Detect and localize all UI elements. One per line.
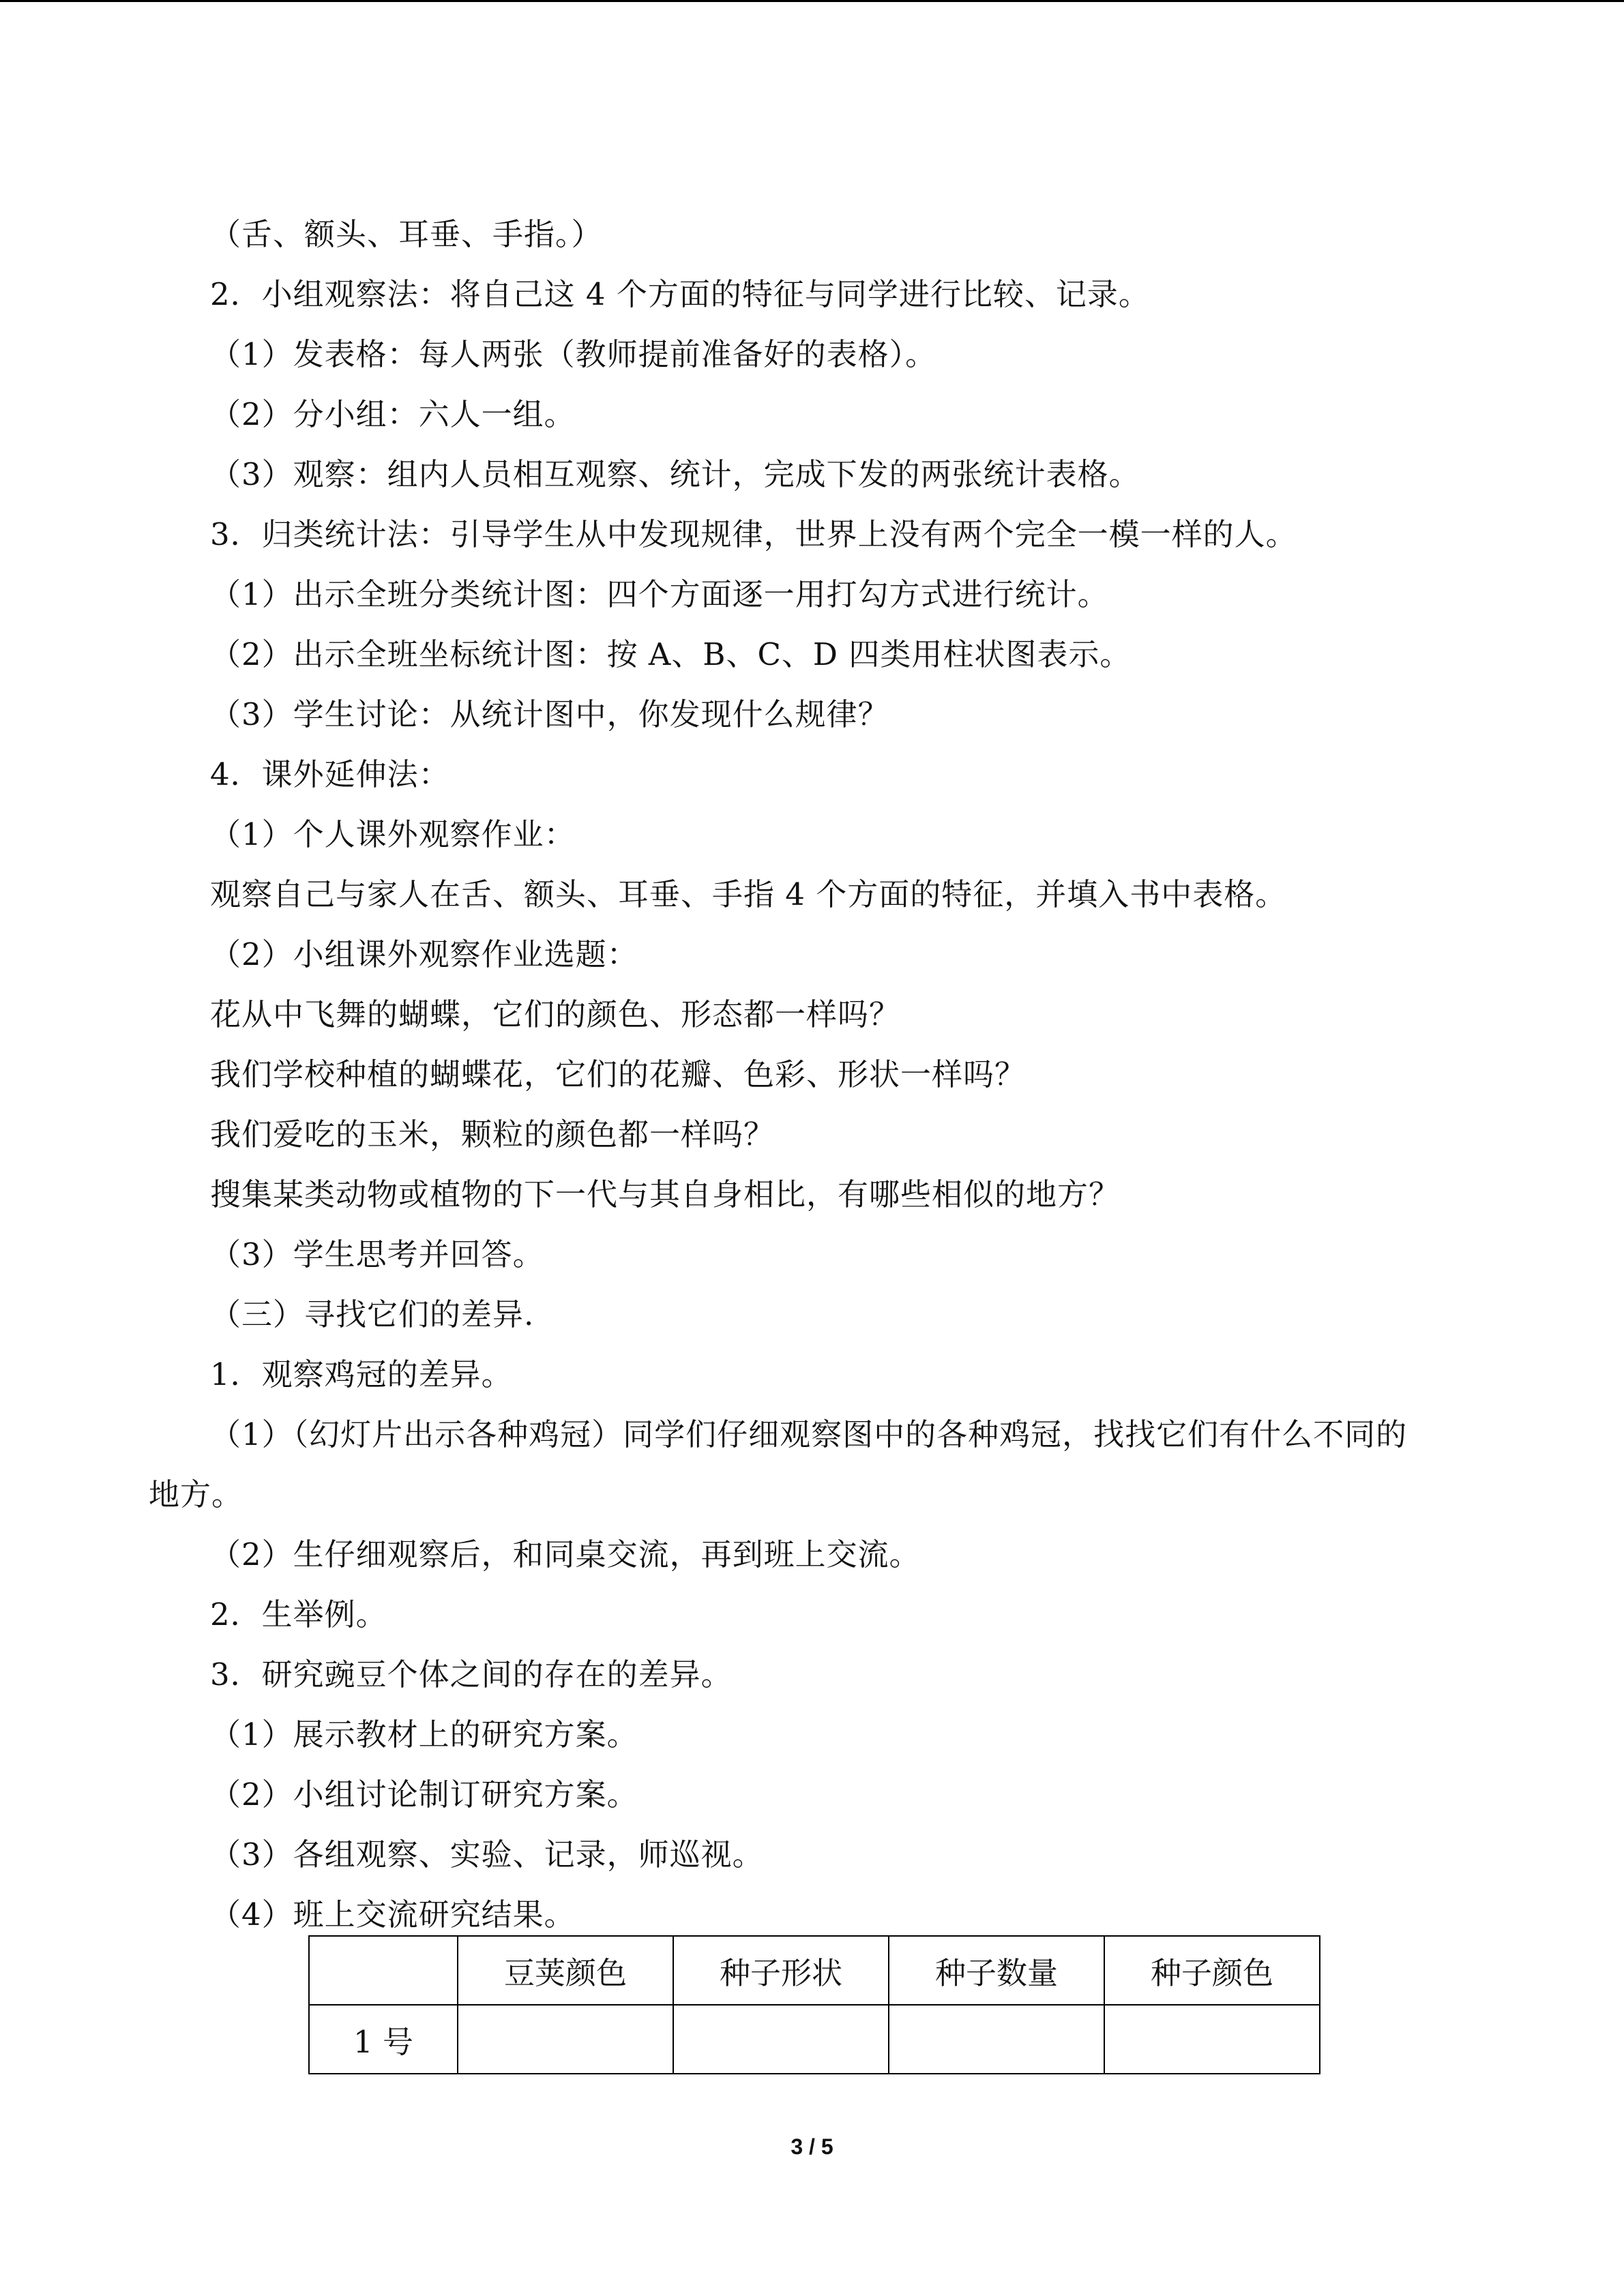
text-line-14: 花从中飞舞的蝴蝶，它们的颜色、形态都一样吗？: [210, 996, 901, 1032]
text-line-18: （3）学生思考并回答。: [210, 1236, 544, 1272]
text-line-20: 1．观察鸡冠的差异。: [210, 1356, 513, 1392]
text-line-17: 搜集某类动物或植物的下一代与其自身相比，有哪些相似的地方？: [210, 1176, 1121, 1212]
text-line-3: （1）发表格：每人两张（教师提前准备好的表格）。: [210, 336, 937, 372]
table-header-cell: 种子数量: [889, 1936, 1104, 2005]
text-line-7: （1）出示全班分类统计图：四个方面逐一用打勾方式进行统计。: [210, 576, 1109, 612]
text-line-27: （2）小组讨论制订研究方案。: [210, 1776, 638, 1813]
text-line-29: （4）班上交流研究结果。: [210, 1896, 576, 1933]
text-line-21: （1）（幻灯片出示各种鸡冠）同学们仔细观察图中的各种鸡冠，找找它们有什么不同的: [210, 1416, 1408, 1452]
table-header-cell: 种子颜色: [1104, 1936, 1320, 2005]
table-cell: [458, 2005, 673, 2074]
results-table: [308, 1935, 1320, 2074]
table-cell: 1 号: [309, 2005, 458, 2074]
text-line-26: （1）展示教材上的研究方案。: [210, 1716, 638, 1753]
text-line-5: （3）观察：组内人员相互观察、统计，完成下发的两张统计表格。: [210, 456, 1140, 492]
text-line-9: （3）学生讨论：从统计图中，你发现什么规律？: [210, 696, 889, 732]
text-line-12: 观察自己与家人在舌、额头、耳垂、手指 4 个方面的特征，并填入书中表格。: [210, 876, 1287, 912]
table-cell: [889, 2005, 1104, 2074]
text-line-11: （1）个人课外观察作业：: [210, 816, 576, 852]
text-line-8: （2）出示全班坐标统计图：按 A、B、C、D 四类用柱状图表示。: [210, 636, 1132, 672]
text-line-13: （2）小组课外观察作业选题：: [210, 936, 638, 972]
text-line-2: 2．小组观察法：将自己这 4 个方面的特征与同学进行比较、记录。: [210, 276, 1150, 312]
table-cell: [1104, 2005, 1320, 2074]
text-line-22: 地方。: [149, 1476, 243, 1512]
text-line-6: 3．归类统计法：引导学生从中发现规律，世界上没有两个完全一模一样的人。: [210, 516, 1297, 552]
table-header-cell: 种子形状: [673, 1936, 889, 2005]
page-number: 3 / 5: [791, 2134, 833, 2159]
text-line-19: （三）寻找它们的差异.: [210, 1296, 535, 1332]
text-line-24: 2．生举例。: [210, 1596, 387, 1632]
table-header-cell: 豆荚颜色: [458, 1936, 673, 2005]
text-line-10: 4．课外延伸法：: [210, 756, 450, 792]
table-row: [309, 2005, 1320, 2074]
text-line-28: （3）各组观察、实验、记录，师巡视。: [210, 1836, 764, 1873]
text-line-25: 3．研究豌豆个体之间的存在的差异。: [210, 1656, 733, 1693]
table-header-cell: [309, 1936, 458, 2005]
text-line-1: （舌、额头、耳垂、手指。）: [210, 216, 603, 252]
table-header-row: [309, 1936, 1320, 2005]
table-cell: [673, 2005, 889, 2074]
text-line-4: （2）分小组：六人一组。: [210, 396, 576, 432]
text-line-15: 我们学校种植的蝴蝶花，它们的花瓣、色彩、形状一样吗？: [210, 1056, 1027, 1092]
page-top-border: [0, 0, 1624, 2]
text-line-16: 我们爱吃的玉米，颗粒的颜色都一样吗？: [210, 1116, 776, 1152]
text-line-23: （2）生仔细观察后，和同桌交流，再到班上交流。: [210, 1536, 921, 1572]
